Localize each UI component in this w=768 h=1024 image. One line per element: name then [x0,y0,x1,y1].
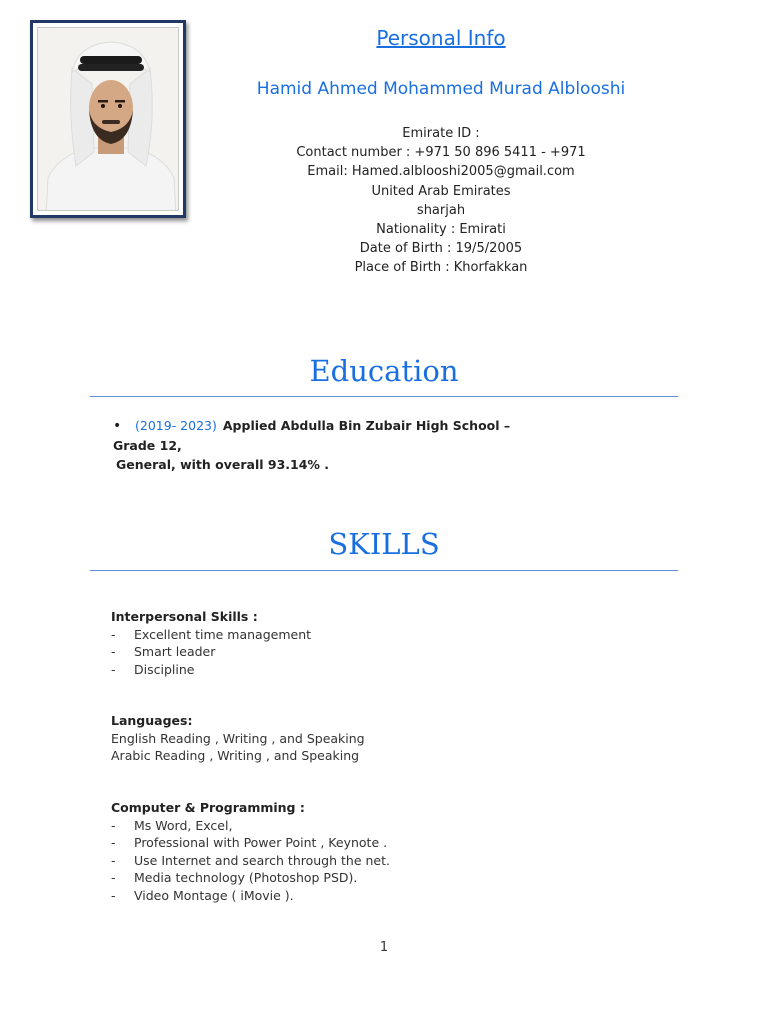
list-item: - Excellent time management [111,626,312,642]
education-heading: Education [309,354,459,388]
skills-divider [90,570,678,571]
personal-info-heading[interactable]: Personal Info [376,26,506,50]
bullet-icon: • [113,418,122,434]
emirate-id-line: Emirate ID : [402,126,480,141]
education-school: Applied Abdulla Bin Zubair High School – Grade 12, [113,418,511,453]
languages-section [111,712,365,765]
list-item: - Media technology (Photoshop PSD). [111,870,358,885]
education-result: General, with overall 93.14% . [116,457,330,472]
languages-header: Languages: [111,713,193,728]
computer-skills [111,799,390,904]
interpersonal-skills [111,608,311,678]
country-line: United Arab Emirates [371,183,511,199]
contact-details [186,124,696,278]
education-item [113,416,533,474]
list-item: - Ms Word, Excel, [111,817,233,833]
list-item: - Professional with Power Point , Keynote . [111,835,388,850]
interpersonal-header: Interpersonal Skills : [111,609,258,624]
list-item: - Use Internet and search through the net. [111,852,390,868]
date-of-birth-line: Date of Birth : 19/5/2005 [359,241,523,257]
list-item: - Discipline [111,661,195,677]
list-item: - Smart leader [111,644,216,659]
contact-number-line: Contact number : +971 50 896 5411 - +971 [296,145,586,161]
language-arabic: Arabic Reading , Writing , and Speaking [111,748,360,763]
city-line: sharjah [416,202,466,218]
computer-header: Computer & Programming : [111,800,305,815]
language-english: English Reading , Writing , and Speaking [111,730,365,746]
education-divider [90,396,678,397]
nationality-line: Nationality : Emirati [376,222,506,238]
portrait-image [37,27,179,211]
education-years: (2019- 2023) [135,418,217,433]
email-line: Email: Hamed.alblooshi2005@gmail.com [307,164,575,180]
full-name: Hamid Ahmed Mohammed Murad Alblooshi [256,79,626,99]
profile-photo [30,20,186,218]
place-of-birth-line: Place of Birth : Khorfakkan [354,260,528,276]
skills-heading: SKILLS [328,527,440,561]
page-number: 1 [379,940,389,955]
list-item: - Video Montage ( iMovie ). [111,887,294,903]
